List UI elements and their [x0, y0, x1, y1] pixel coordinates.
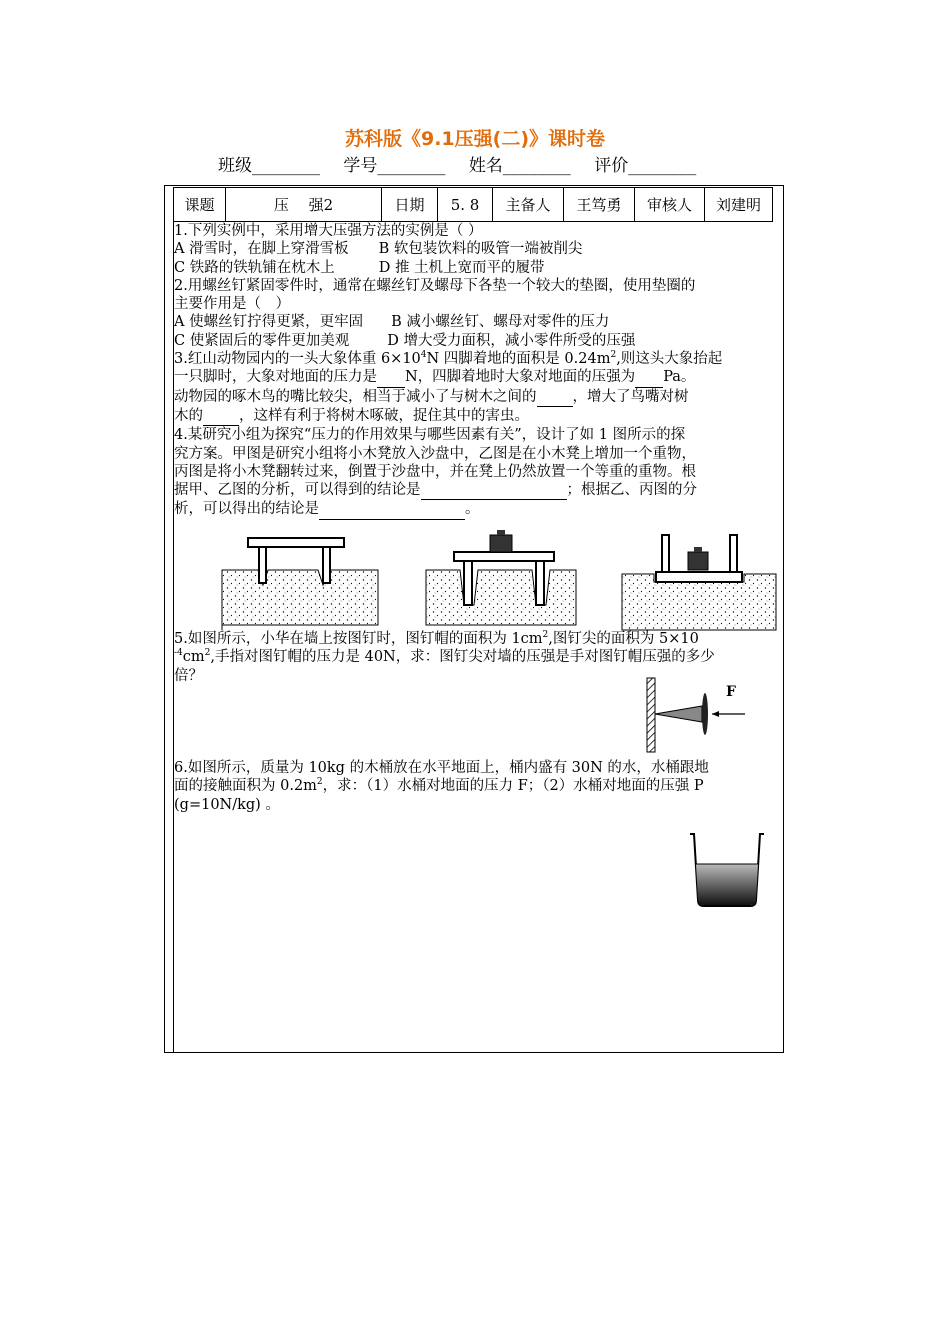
- q3-text-c: ,则这头大象抬起: [616, 351, 723, 368]
- q3-pressure2-blank[interactable]: [203, 407, 239, 426]
- grade-field[interactable]: 评价________: [594, 156, 697, 176]
- q2-option-c[interactable]: C 使紧固后的零件更加美观: [174, 332, 350, 349]
- name-field[interactable]: 姓名________: [468, 156, 571, 176]
- q4-conclusion2-blank[interactable]: [319, 500, 465, 519]
- q5-line2: [174, 648, 780, 666]
- q6-line2: [174, 777, 780, 795]
- q4-text-b: ；根据乙、丙图的分: [566, 482, 697, 499]
- q3-area-blank[interactable]: [537, 388, 573, 407]
- q4-line4: [174, 481, 780, 500]
- student-id-field[interactable]: 学号________: [343, 156, 446, 176]
- q5-text-a: 5.如图所示，小华在墙上按图钉时，图钉帽的面积为 1cm: [174, 631, 543, 647]
- q3-text-g: 动物园的啄木鸟的嘴比较尖，相当于减小了与树木之间的: [174, 388, 537, 405]
- topic-value: 压 强2: [226, 188, 382, 222]
- page-title: 苏科版《9.1压强(二)》课时卷: [344, 128, 606, 150]
- q5-text-c: cm: [182, 649, 205, 666]
- q1-stem: 1.下列实例中，采用增大压强方法的实例是（ ）: [174, 223, 483, 239]
- q3-force-blank[interactable]: [377, 368, 405, 387]
- q3-line4: [174, 407, 780, 426]
- q2-option-d[interactable]: D 增大受力面积，减小零件所受的压强: [387, 332, 636, 349]
- figure-jia: [222, 538, 378, 630]
- q3-text-b: N 四脚着地的面积是 0.24m: [426, 351, 611, 368]
- q1-option-a[interactable]: A 滑雪时，在脚上穿滑雪板: [174, 241, 349, 258]
- class-field[interactable]: 班级________: [218, 156, 320, 176]
- q3-text-i: 木的: [174, 407, 203, 424]
- preparer-label: 主备人: [493, 188, 564, 222]
- q2-option-b[interactable]: B 减小螺丝钉、螺母对零件的压力: [391, 314, 610, 331]
- thumbtack-icon: [655, 706, 702, 722]
- q3-pressure-blank[interactable]: [635, 368, 663, 387]
- q6-line3: (g=10N/kg) 。: [174, 796, 280, 813]
- q4-line2: 究方案。甲图是研究小组将小木凳放入沙盘中，乙图是在小木凳上增加一个重物，: [174, 445, 696, 462]
- q6-square: 2: [316, 777, 323, 788]
- water-icon: [696, 864, 758, 905]
- q2-options-cd: [174, 332, 780, 350]
- header-table: [173, 187, 773, 222]
- q2-option-a[interactable]: A 使螺丝钉拧得更紧，更牢固: [174, 314, 364, 331]
- q4-line5: [174, 500, 780, 519]
- q4-text-c: 析，可以得出的结论是: [174, 501, 319, 518]
- q1-option-b[interactable]: B 软包装饮料的吸管一端被削尖: [378, 241, 583, 258]
- topic-label: 课题: [174, 188, 226, 222]
- q5-text-d: ,手指对图钉帽的压力是 40N，求：图钉尖对墙的压强是手对图钉帽压强的多少: [210, 649, 715, 666]
- q3-line2: [174, 368, 780, 387]
- thumbtack-figure: [640, 676, 780, 756]
- q4-text-d: 。: [465, 501, 480, 518]
- student-info-line: [218, 151, 714, 176]
- reviewer-label: 审核人: [635, 188, 705, 222]
- q5-exponent: -4: [174, 648, 183, 659]
- q5-square-b: 2: [204, 648, 211, 659]
- q1-option-d[interactable]: D 推 土机上宽而平的履带: [378, 259, 545, 276]
- questions: [174, 222, 780, 520]
- q3-exponent: 4: [420, 350, 427, 361]
- q1-options-ab: [174, 240, 780, 258]
- q5-line3: 倍？: [174, 667, 203, 684]
- q3-text-e: N，四脚着地时大象对地面的压强为: [405, 369, 636, 386]
- figure-yi: [426, 530, 576, 625]
- date-label: 日期: [382, 188, 438, 222]
- q6-block: [174, 759, 780, 814]
- reviewer-value: 刘建明: [705, 188, 773, 222]
- q5-text-b: ,图钉尖的面积为 5×10: [548, 631, 699, 647]
- q6-line1: 6.如图所示，质量为 10kg 的木桶放在水平地面上，桶内盛有 30N 的水，水桶跟地: [174, 760, 709, 776]
- thumbtack-cap: [702, 693, 708, 735]
- figure-bing: [622, 535, 776, 630]
- q2-stem-line1: 2.用螺丝钉紧固零件时，通常在螺丝钉及螺母下各垫一个较大的垫圈，使用垫圈的: [174, 277, 696, 294]
- q3-text-d: 一只脚时，大象对地面的压力是: [174, 369, 377, 386]
- q2-stem-line2: 主要作用是（ ）: [174, 296, 290, 313]
- q3-line1: [174, 350, 780, 368]
- q3-text-h: ，增大了鸟嘴对树: [572, 388, 689, 405]
- date-value: 5. 8: [438, 188, 493, 222]
- q3-square: 2: [610, 350, 617, 361]
- q6-text-a: 面的接触面积为 0.2m: [174, 778, 317, 795]
- q5-line1: [174, 630, 780, 648]
- q3-text-j: ，这样有利于将树木啄破，捉住其中的害虫。: [239, 407, 529, 424]
- q4-text-a: 据甲、乙图的分析，可以得到的结论是: [174, 482, 421, 499]
- q4-line3: 丙图是将小木凳翻转过来，倒置于沙盘中，并在凳上仍然放置一个等重的重物。根: [174, 463, 696, 480]
- q1-options-cd: [174, 259, 780, 277]
- wall-icon: [647, 678, 655, 752]
- q2-options-ab: [174, 313, 780, 331]
- q4-conclusion1-blank[interactable]: [421, 481, 567, 500]
- q5-square-a: 2: [542, 630, 549, 641]
- q3-line3: [174, 388, 780, 407]
- q3-text-f: Pa。: [663, 369, 696, 386]
- q3-text-a: 3.红山动物园内的一头大象体重 6×10: [174, 351, 421, 368]
- preparer-value: 王笃勇: [564, 188, 635, 222]
- bucket-figure: [686, 828, 770, 912]
- q6-text-b: ，求：（1）水桶对地面的压力 F；（2）水桶对地面的压强 P: [322, 778, 704, 795]
- q1-option-c[interactable]: C 铁路的铁轨铺在枕木上: [174, 259, 335, 276]
- force-label: F: [726, 684, 736, 700]
- q4-line1: 4.某研究小组为探究“压力的作用效果与哪些因素有关”，设计了如 1 图所示的探: [174, 427, 686, 444]
